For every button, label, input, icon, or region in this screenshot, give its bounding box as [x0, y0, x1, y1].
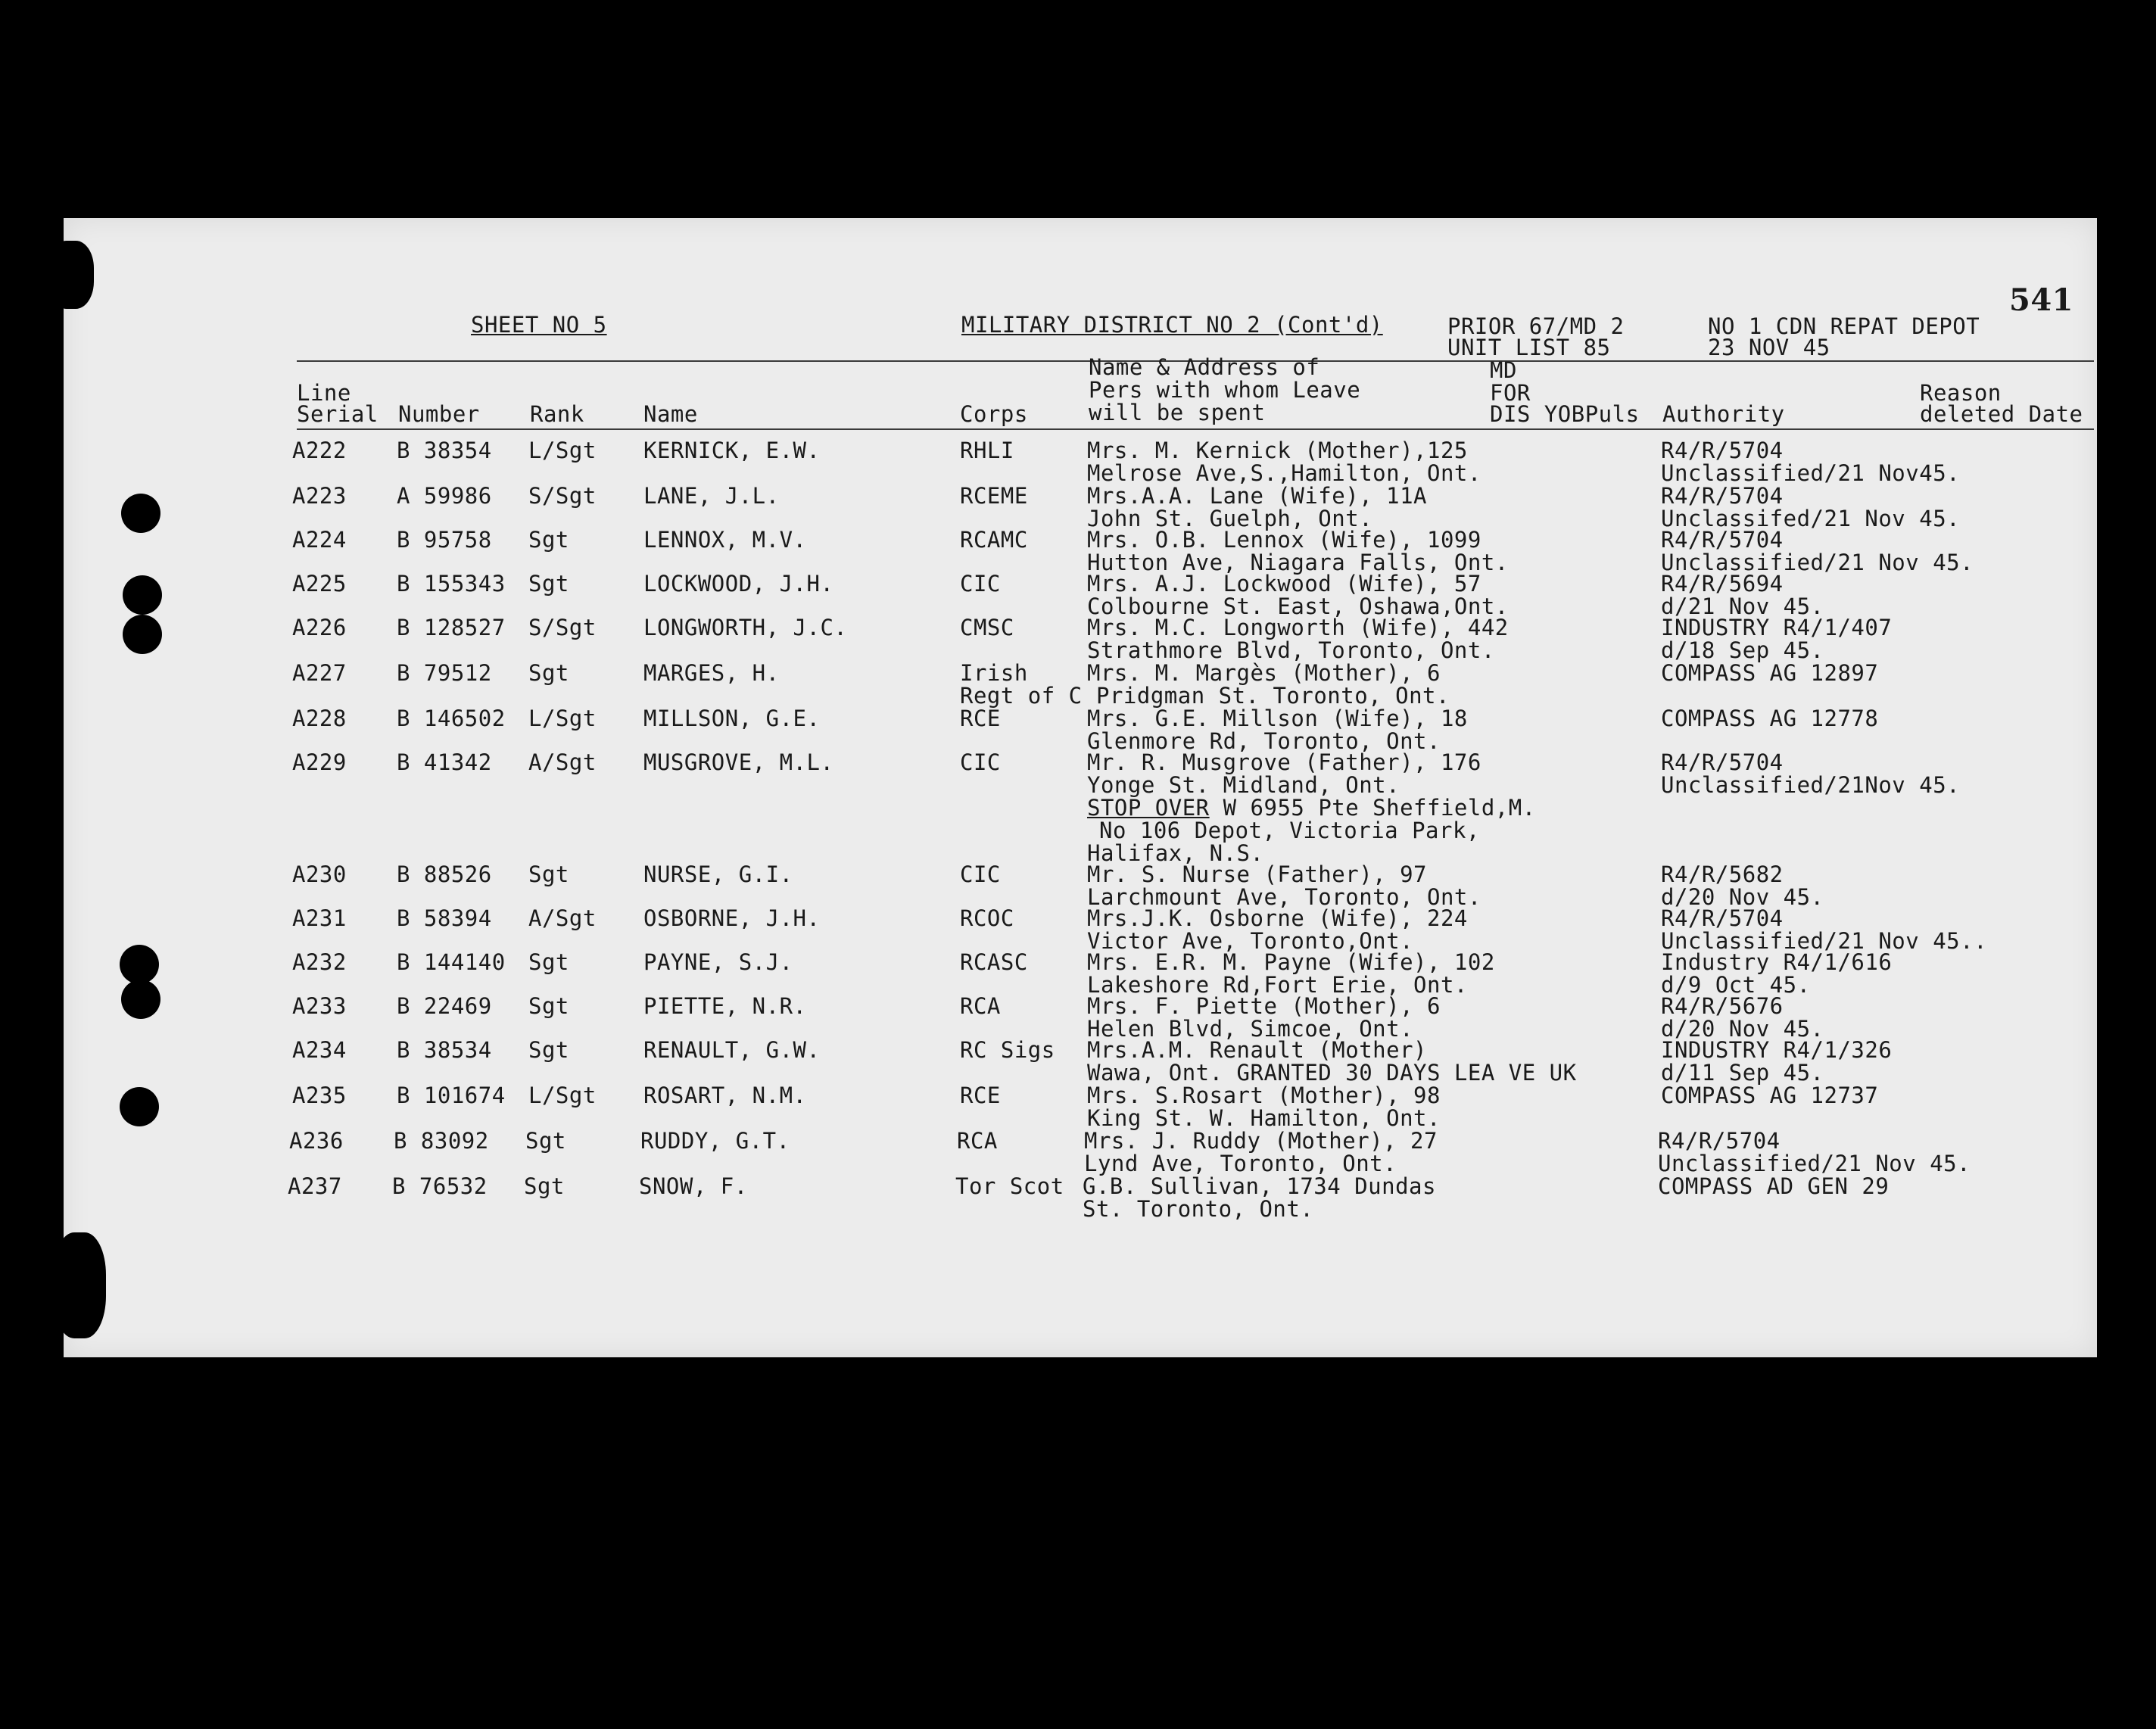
row-address-1: Mr. S. Nurse (Father), 97: [1087, 861, 1427, 887]
row-authority-2: Unclassified/21 Nov 45.: [1658, 1151, 1971, 1176]
col-address-3: will be spent: [1089, 400, 1266, 425]
row-authority-2: Unclassified/21Nov 45.: [1661, 772, 1961, 798]
table-row: [64, 1084, 2097, 1129]
row-name: MARGES, H.: [643, 660, 780, 686]
row-name: NURSE, G.I.: [643, 861, 793, 887]
row-authority-2: Unclassified/21 Nov 45.: [1661, 550, 1974, 575]
row-corps: RCE: [960, 1083, 1001, 1108]
row-authority-1: R4/R/5704: [1658, 1128, 1781, 1154]
row-authority-1: Industry R4/1/616: [1661, 949, 1893, 975]
prior-line-2: UNIT LIST 85: [1447, 335, 1611, 360]
row-rank: Sgt: [528, 949, 569, 975]
district-title: MILITARY DISTRICT NO 2 (Cont'd): [961, 312, 1383, 338]
row-corps: CIC: [960, 861, 1001, 887]
row-name: RUDDY, G.T.: [640, 1128, 790, 1154]
row-authority-1: INDUSTRY R4/1/326: [1661, 1037, 1893, 1063]
col-md-2: FOR: [1490, 380, 1531, 406]
row-number: B 144140: [397, 949, 506, 975]
row-name: RENAULT, G.W.: [643, 1037, 821, 1063]
row-rank: S/Sgt: [528, 483, 597, 509]
row-address-2: Colbourne St. East, Oshawa,Ont.: [1087, 593, 1509, 619]
table-row: [64, 995, 2097, 1040]
row-serial: A225: [292, 571, 347, 597]
row-name: PIETTE, N.R.: [643, 993, 807, 1019]
row-authority-2: d/18 Sep 45.: [1661, 637, 1824, 663]
row-authority-1: R4/R/5676: [1661, 993, 1784, 1019]
table-row: [64, 1175, 2097, 1220]
row-corps: RCE: [960, 706, 1001, 731]
row-address-2: Helen Blvd, Simcoe, Ont.: [1087, 1016, 1414, 1042]
row-serial: A226: [292, 615, 347, 640]
torn-edge: [53, 1232, 106, 1338]
row-address-2: Pridgman St. Toronto, Ont.: [1096, 683, 1450, 709]
row-name: LANE, J.L.: [643, 483, 780, 509]
row-address-2: Larchmount Ave, Toronto, Ont.: [1087, 884, 1481, 910]
row-corps: RCEME: [960, 483, 1028, 509]
stopover-line: [1087, 796, 1536, 819]
row-serial: A224: [292, 527, 347, 553]
depot-line-1: NO 1 CDN REPAT DEPOT: [1708, 313, 1980, 339]
row-rank: Sgt: [524, 1173, 565, 1199]
row-address-2: Lynd Ave, Toronto, Ont.: [1084, 1151, 1397, 1176]
row-name: OSBORNE, J.H.: [643, 905, 821, 931]
row-serial: A227: [292, 660, 347, 686]
stopover-line-3: Halifax, N.S.: [1087, 840, 1264, 866]
row-authority-1: R4/R/5704: [1661, 905, 1784, 931]
row-number: B 128527: [397, 615, 506, 640]
table-row: [64, 707, 2097, 752]
row-rank: L/Sgt: [528, 438, 597, 463]
row-address-1: Mrs. A.J. Lockwood (Wife), 57: [1087, 571, 1481, 597]
row-address-1: Mrs. M. Margès (Mother), 6: [1087, 660, 1441, 686]
row-rank: Sgt: [528, 861, 569, 887]
row-corps: RCA: [960, 993, 1001, 1019]
row-rank: Sgt: [528, 993, 569, 1019]
row-address-2: King St. W. Hamilton, Ont.: [1087, 1105, 1441, 1131]
row-address-2: Wawa, Ont. GRANTED 30 DAYS LEA VE UK: [1087, 1060, 1577, 1086]
row-corps: RCAMC: [960, 527, 1028, 553]
depot-line-2: 23 NOV 45: [1708, 335, 1830, 360]
row-corps: Tor Scot: [955, 1173, 1064, 1199]
row-serial: A228: [292, 706, 347, 731]
row-number: B 146502: [397, 706, 506, 731]
row-corps: RCASC: [960, 949, 1028, 975]
row-address-2: Strathmore Blvd, Toronto, Ont.: [1087, 637, 1495, 663]
col-md-3: DIS YOBPuls: [1490, 401, 1640, 427]
row-name: PAYNE, S.J.: [643, 949, 793, 975]
row-address-1: Mrs. O.B. Lennox (Wife), 1099: [1087, 527, 1481, 553]
row-rank: Sgt: [525, 1128, 566, 1154]
stopover-line-2: No 106 Depot, Victoria Park,: [1099, 818, 1480, 843]
col-reason-2: deleted Date: [1920, 401, 2083, 427]
row-address-1: Mrs. S.Rosart (Mother), 98: [1087, 1083, 1441, 1108]
row-number: B 76532: [392, 1173, 488, 1199]
row-name: LOCKWOOD, J.H.: [643, 571, 834, 597]
table-row: [64, 1039, 2097, 1084]
table-row: [64, 572, 2097, 618]
row-rank: S/Sgt: [528, 615, 597, 640]
row-number: B 95758: [397, 527, 492, 553]
document-sheet: [64, 218, 2097, 1357]
row-serial: A229: [292, 749, 347, 775]
row-authority-2: d/11 Sep 45.: [1661, 1060, 1824, 1086]
row-name: LONGWORTH, J.C.: [643, 615, 848, 640]
table-row: [64, 1129, 2097, 1175]
row-corps: Irish: [960, 660, 1028, 686]
row-number: B 155343: [397, 571, 506, 597]
row-authority-1: R4/R/5704: [1661, 749, 1784, 775]
row-address-2: Victor Ave, Toronto,Ont.: [1087, 928, 1414, 954]
row-rank: L/Sgt: [528, 1083, 597, 1108]
col-rank: Rank: [530, 401, 584, 427]
row-address-1: Mr. R. Musgrove (Father), 176: [1087, 749, 1481, 775]
row-name: SNOW, F.: [639, 1173, 748, 1199]
row-corps: CIC: [960, 749, 1001, 775]
row-authority-1: R4/R/5704: [1661, 527, 1784, 553]
row-rank: Sgt: [528, 571, 569, 597]
col-address-2: Pers with whom Leave: [1089, 377, 1361, 403]
row-address-2: Melrose Ave,S.,Hamilton, Ont.: [1087, 460, 1481, 486]
row-address-1: Mrs. J. Ruddy (Mother), 27: [1084, 1128, 1438, 1154]
row-address-1: Mrs.A.A. Lane (Wife), 11A: [1087, 483, 1427, 509]
row-serial: A237: [288, 1173, 342, 1199]
header-bottom-rule: [297, 428, 2094, 430]
row-serial: A235: [292, 1083, 347, 1108]
row-rank: Sgt: [528, 660, 569, 686]
stopover-text: W 6955 Pte Sheffield,M.: [1209, 795, 1536, 821]
row-name: MILLSON, G.E.: [643, 706, 821, 731]
row-rank: Sgt: [528, 527, 569, 553]
row-number: B 79512: [397, 660, 492, 686]
row-rank: L/Sgt: [528, 706, 597, 731]
table-row: [64, 907, 2097, 952]
prior-line-1: PRIOR 67/MD 2: [1447, 313, 1625, 339]
row-authority-1: R4/R/5682: [1661, 861, 1784, 887]
row-serial: A233: [292, 993, 347, 1019]
page-number: 541: [2009, 282, 2073, 318]
row-authority-2: d/9 Oct 45.: [1661, 972, 1811, 998]
row-number: A 59986: [397, 483, 492, 509]
row-number: B 38354: [397, 438, 492, 463]
row-address-1: G.B. Sullivan, 1734 Dundas: [1083, 1173, 1436, 1199]
row-corps: RCA: [957, 1128, 998, 1154]
row-authority-1: INDUSTRY R4/1/407: [1661, 615, 1893, 640]
row-address-2: Glenmore Rd, Toronto, Ont.: [1087, 728, 1441, 754]
torn-edge: [48, 241, 94, 309]
row-corps: RC Sigs: [960, 1037, 1055, 1063]
table-row: [64, 662, 2097, 707]
col-authority: Authority: [1662, 401, 1785, 427]
row-authority-1: COMPASS AG 12778: [1661, 706, 1879, 731]
row-number: B 83092: [394, 1128, 489, 1154]
row-address-1: Mrs.J.K. Osborne (Wife), 224: [1087, 905, 1468, 931]
row-authority-1: COMPASS AD GEN 29: [1658, 1173, 1890, 1199]
row-number: B 41342: [397, 749, 492, 775]
row-rank: Sgt: [528, 1037, 569, 1063]
row-rank: A/Sgt: [528, 905, 597, 931]
row-serial: A231: [292, 905, 347, 931]
row-address-2: John St. Guelph, Ont.: [1087, 506, 1373, 531]
row-name: MUSGROVE, M.L.: [643, 749, 834, 775]
row-serial: A234: [292, 1037, 347, 1063]
row-name: LENNOX, M.V.: [643, 527, 807, 553]
row-corps: CMSC: [960, 615, 1014, 640]
row-name: ROSART, N.M.: [643, 1083, 807, 1108]
row-corps: CIC: [960, 571, 1001, 597]
table-row: [64, 616, 2097, 662]
table-row: [64, 863, 2097, 908]
row-address-2: Yonge St. Midland, Ont.: [1087, 772, 1400, 798]
row-authority-1: COMPASS AG 12737: [1661, 1083, 1879, 1108]
row-address-1: Mrs. G.E. Millson (Wife), 18: [1087, 706, 1468, 731]
col-reason-1: Reason: [1920, 380, 2002, 406]
row-number: B 22469: [397, 993, 492, 1019]
row-authority-2: d/20 Nov 45.: [1661, 884, 1824, 910]
row-number: B 38534: [397, 1037, 492, 1063]
row-corps-2: Regt of C: [960, 683, 1083, 709]
col-name: Name: [643, 401, 698, 427]
row-serial: A232: [292, 949, 347, 975]
row-address-2: St. Toronto, Ont.: [1083, 1196, 1314, 1222]
row-name: KERNICK, E.W.: [643, 438, 821, 463]
row-serial: A236: [289, 1128, 344, 1154]
col-number: Number: [398, 401, 480, 427]
table-row: [64, 484, 2097, 530]
col-line-serial-1: Line: [297, 380, 351, 406]
row-authority-1: R4/R/5704: [1661, 438, 1784, 463]
row-corps: RHLI: [960, 438, 1014, 463]
row-authority-1: R4/R/5694: [1661, 571, 1784, 597]
col-address-1: Name & Address of: [1089, 354, 1320, 380]
col-line-serial-2: Serial: [297, 401, 379, 427]
row-address-2: Lakeshore Rd,Fort Erie, Ont.: [1087, 972, 1468, 998]
table-row: [64, 951, 2097, 996]
row-address-1: Mrs. M.C. Longworth (Wife), 442: [1087, 615, 1509, 640]
row-address-1: Mrs.A.M. Renault (Mother): [1087, 1037, 1427, 1063]
sheet-number: SHEET NO 5: [471, 312, 607, 338]
row-authority-2: Unclassifed/21 Nov 45.: [1661, 506, 1961, 531]
row-address-1: Mrs. E.R. M. Payne (Wife), 102: [1087, 949, 1495, 975]
table-row: [64, 751, 2097, 864]
row-address-2: Hutton Ave, Niagara Falls, Ont.: [1087, 550, 1509, 575]
stopover-label: STOP OVER: [1087, 795, 1210, 821]
row-corps: RCOC: [960, 905, 1014, 931]
col-corps: Corps: [960, 401, 1028, 427]
row-rank: A/Sgt: [528, 749, 597, 775]
row-authority-1: COMPASS AG 12897: [1661, 660, 1879, 686]
row-number: B 88526: [397, 861, 492, 887]
row-address-1: Mrs. F. Piette (Mother), 6: [1087, 993, 1441, 1019]
col-md-1: MD: [1490, 357, 1517, 383]
row-authority-2: d/21 Nov 45.: [1661, 593, 1824, 619]
row-authority-2: Unclassified/21 Nov 45..: [1661, 928, 1988, 954]
row-authority-2: Unclassified/21 Nov45.: [1661, 460, 1961, 486]
row-address-1: Mrs. M. Kernick (Mother),125: [1087, 438, 1468, 463]
row-serial: A222: [292, 438, 347, 463]
table-row: [64, 439, 2097, 484]
row-serial: A230: [292, 861, 347, 887]
row-serial: A223: [292, 483, 347, 509]
row-authority-2: d/20 Nov 45.: [1661, 1016, 1824, 1042]
row-number: B 101674: [397, 1083, 506, 1108]
row-authority-1: R4/R/5704: [1661, 483, 1784, 509]
row-number: B 58394: [397, 905, 492, 931]
table-row: [64, 528, 2097, 574]
